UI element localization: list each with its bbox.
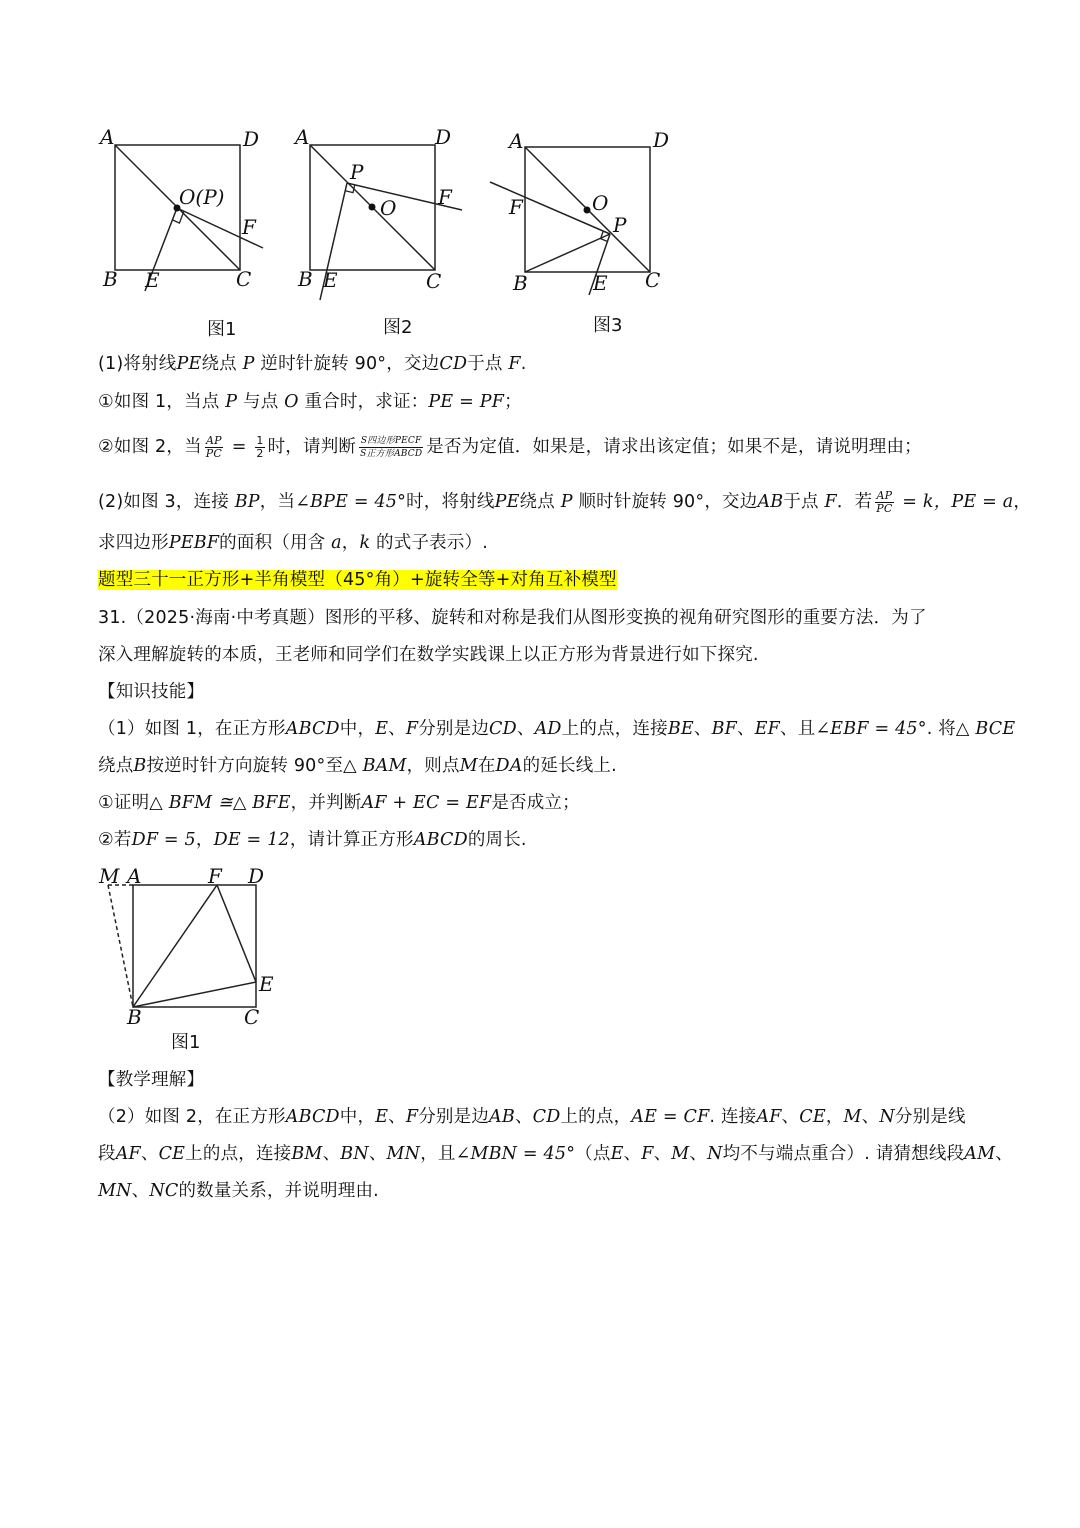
numerator: S四边形PECF (360, 435, 422, 446)
fraction-half (255, 435, 264, 460)
problem31-k3 (98, 790, 580, 816)
text: 绕点 (98, 756, 134, 776)
text: （1）如图 1，在正方形 (98, 719, 286, 739)
denominator: S正方形ABCD (360, 448, 423, 459)
math: △ BCE (955, 719, 1016, 739)
fig2-caption: 图2 (383, 317, 413, 338)
text: 、 (623, 1144, 642, 1164)
text: 上的点，连接 (185, 1144, 292, 1164)
part1-question-1 (98, 389, 522, 415)
fig3-label-d: D (653, 128, 670, 152)
math: △ BAM (343, 756, 407, 776)
fig3-label-p: P (613, 213, 627, 237)
problem31-k1 (98, 716, 1015, 742)
math: ABCD (285, 719, 340, 739)
math: MN (98, 1181, 132, 1201)
fig2-label-d: D (435, 125, 452, 149)
text: 的面积（用含 (219, 533, 332, 553)
math: PE = PF (428, 392, 505, 412)
text: ，当 (259, 492, 296, 512)
fig3-label-b: B (513, 271, 528, 295)
fig2-label-o: O (380, 196, 397, 220)
math: AD (534, 719, 562, 739)
text: 时，将射线 (406, 492, 495, 512)
math: BP (234, 492, 260, 512)
fig2-label-a: A (295, 125, 310, 149)
math: E (375, 1107, 389, 1127)
problem31-line-2: 深入理解旋转的本质，王老师和同学们在数学实践课上以正方形为背景进行如下探究. (98, 645, 759, 665)
text: 的延长线上. (522, 756, 617, 776)
text: 的数量关系，并说明理由. (178, 1181, 379, 1201)
text: ②若 (98, 830, 132, 850)
text: . 连接 (709, 1107, 757, 1127)
text: 、 (388, 719, 406, 739)
figure-1-problem31 (95, 862, 285, 1062)
problem31-k2 (98, 753, 617, 779)
fig31-label-a: A (127, 864, 142, 888)
math: AB (489, 1107, 515, 1127)
text: 于点 (783, 492, 825, 512)
denominator: 2 (256, 446, 264, 460)
math: BN (340, 1144, 369, 1164)
text: 时，请判断 (267, 437, 357, 457)
math: O (284, 392, 299, 412)
problem31-k4 (98, 827, 527, 853)
text: . (520, 354, 527, 374)
text: ， (195, 830, 214, 850)
math: F (508, 354, 521, 374)
figure-3-top (485, 125, 680, 350)
text: 、 (737, 719, 755, 739)
math: ABCD (413, 830, 468, 850)
fig31-label-f: F (208, 864, 222, 888)
math: ABCD (285, 1107, 340, 1127)
text: 中， (339, 1107, 376, 1127)
fig3-label-c: C (645, 268, 661, 292)
text: 、 (653, 1144, 672, 1164)
text: 段 (98, 1144, 116, 1164)
fraction-area-ratio (359, 435, 423, 460)
fig1-label-d: D (243, 127, 260, 151)
text: 逆时针旋转 90°，交边 (254, 354, 440, 374)
text: 上的点，连接 (561, 719, 668, 739)
math: = (226, 437, 253, 457)
text: ， (341, 533, 360, 553)
fig1-label-f: F (242, 215, 256, 239)
math: F (824, 492, 837, 512)
figure-1-top (95, 125, 280, 350)
text: 是否成立； (491, 793, 580, 813)
math: PE (494, 492, 520, 512)
denominator: PC (205, 446, 223, 460)
fig31-label-b: B (127, 1005, 142, 1029)
math: a (331, 533, 342, 553)
math: P (242, 354, 255, 374)
math: P (560, 492, 573, 512)
text: 绕点 (519, 492, 561, 512)
math: AF (756, 1107, 782, 1127)
math: E (610, 1144, 624, 1164)
text: 是否为定值．如果是，请求出该定值；如果不是，请说明理由； (426, 437, 922, 457)
fig2-label-c: C (426, 269, 442, 293)
math: PE (176, 354, 202, 374)
text: 求四边形 (98, 533, 169, 553)
fig31-label-d: D (248, 864, 265, 888)
math: F (405, 1107, 419, 1127)
text: ，则点 (406, 756, 460, 776)
fig31-label-c: C (244, 1005, 260, 1029)
fig3-label-f: F (509, 195, 523, 219)
problem31-t2 (98, 1141, 1013, 1167)
text: 、 (995, 1144, 1013, 1164)
math: △ BFM ≅△ BFE (149, 793, 291, 813)
math: B (133, 756, 147, 776)
text: 按逆时针方向旋转 90°至 (146, 756, 344, 776)
fig1-label-e: E (145, 268, 160, 292)
math: M (671, 1144, 690, 1164)
text: (1)将射线 (98, 354, 177, 374)
text: ②如图 2，当 (98, 437, 202, 457)
text: 重合时，求证： (298, 392, 429, 412)
math: BM (291, 1144, 323, 1164)
text: ，请计算正方形 (289, 830, 414, 850)
text: ， (825, 1107, 844, 1127)
math: EF (754, 719, 781, 739)
math: N (707, 1144, 723, 1164)
fig1-label-a: A (100, 125, 115, 149)
text: 于点 (467, 354, 509, 374)
math: ∠MBN = 45° (455, 1144, 576, 1164)
math: DE = 12 (213, 830, 290, 850)
text: 均不与端点重合）. 请猜想线段 (722, 1144, 965, 1164)
math: DF = 5 (131, 830, 196, 850)
math: CE (799, 1107, 826, 1127)
part1-question-2 (98, 434, 922, 460)
text: 顺时针旋转 90°，交边 (572, 492, 758, 512)
text: 、 (388, 1107, 406, 1127)
math: AF (115, 1144, 141, 1164)
problem31-heading-knowledge: 【知识技能】 (98, 682, 205, 702)
text: （2）如图 2，在正方形 (98, 1107, 286, 1127)
figure-2-top (290, 125, 475, 350)
section-title-text: 题型三十一正方形+半角模型（45°角）+旋转全等+对角互补模型 (98, 570, 617, 590)
fig31-caption: 图1 (171, 1032, 201, 1053)
text: ①证明 (98, 793, 150, 813)
fig3-label-a: A (509, 129, 524, 153)
fraction-ap-pc (875, 490, 893, 515)
text: 、 (131, 1181, 150, 1201)
fig1-caption: 图1 (207, 319, 237, 340)
text: 的周长. (467, 830, 527, 850)
text: (2)如图 3，连接 (98, 492, 235, 512)
text: 、 (693, 719, 712, 739)
math: MN (386, 1144, 421, 1164)
text: ．若 (836, 492, 873, 512)
math: NC (149, 1181, 179, 1201)
math: DA (495, 756, 523, 776)
math: CE (158, 1144, 186, 1164)
math: AF + EC = EF (361, 793, 492, 813)
fig31-label-e: E (259, 972, 274, 996)
numerator: 1 (256, 433, 264, 447)
text: 分别是边 (418, 719, 490, 739)
numerator: AP (206, 433, 222, 447)
problem31-line-1: 31.（2025·海南·中考真题）图形的平移、旋转和对称是我们从图形变换的视角研究图形的重要方法．为了 (98, 608, 927, 628)
section-title (98, 567, 617, 593)
text: 绕点 (201, 354, 243, 374)
text: ①如图 1，当点 (98, 392, 226, 412)
text: 的式子表示）. (370, 533, 489, 553)
fig2-label-f: F (438, 185, 452, 209)
figure-1-problem31-drawing (108, 885, 256, 1007)
fig3-label-e: E (593, 271, 608, 295)
text: ； (504, 392, 522, 412)
math: N (879, 1107, 895, 1127)
fig3-caption: 图3 (593, 315, 623, 336)
text: 、 (322, 1144, 341, 1164)
math: BF (711, 719, 737, 739)
text: ，且 (420, 1144, 456, 1164)
math: = k，PE = a (896, 492, 1014, 512)
math: F (641, 1144, 654, 1164)
part2-line-1 (98, 489, 1031, 515)
part2-line-2 (98, 530, 488, 556)
text: 中， (339, 719, 376, 739)
problem31-t1 (98, 1104, 966, 1130)
text: 分别是边 (418, 1107, 490, 1127)
part1-intro (98, 351, 526, 377)
math: BE (667, 719, 694, 739)
text: 、 (689, 1144, 708, 1164)
fig31-label-m: M (99, 864, 120, 888)
math: CD (489, 719, 517, 739)
math: P (225, 392, 238, 412)
text: 分别是线 (894, 1107, 966, 1127)
text: 、 (781, 1107, 800, 1127)
fig1-label-op: O(P) (179, 185, 225, 209)
math: CD (532, 1107, 561, 1127)
denominator: PC (876, 501, 893, 515)
text: . 将 (926, 719, 956, 739)
math: ∠BPE = 45° (295, 492, 407, 512)
math: F (405, 719, 419, 739)
text: 、 (140, 1144, 159, 1164)
text: 、 (368, 1144, 387, 1164)
math: AE = CF (631, 1107, 710, 1127)
fig2-label-p: P (350, 160, 364, 184)
fig2-label-b: B (298, 267, 313, 291)
math: E (375, 719, 389, 739)
fig2-label-e: E (323, 268, 338, 292)
math: CD (439, 354, 468, 374)
fig3-label-o: O (592, 191, 609, 215)
text: 与点 (237, 392, 285, 412)
fig1-label-b: B (103, 267, 118, 291)
math: PEBF (168, 533, 220, 553)
text: 、 (514, 1107, 533, 1127)
numerator: AP (876, 488, 893, 502)
text: 、且 (780, 719, 816, 739)
fraction-ap-pc (205, 435, 223, 460)
text: ， (1013, 492, 1032, 512)
math: M (843, 1107, 862, 1127)
math: M (459, 756, 478, 776)
math: k (359, 533, 371, 553)
text: ，并判断 (290, 793, 362, 813)
problem31-t3 (98, 1178, 379, 1204)
math: ∠EBF = 45° (815, 719, 927, 739)
text: 上的点， (560, 1107, 632, 1127)
math: AB (757, 492, 784, 512)
text: 、 (516, 719, 535, 739)
text: 在 (477, 756, 496, 776)
text: （点 (575, 1144, 611, 1164)
text: 、 (861, 1107, 880, 1127)
fig1-label-c: C (236, 267, 252, 291)
math: AM (964, 1144, 996, 1164)
problem31-heading-teaching: 【教学理解】 (98, 1070, 205, 1090)
